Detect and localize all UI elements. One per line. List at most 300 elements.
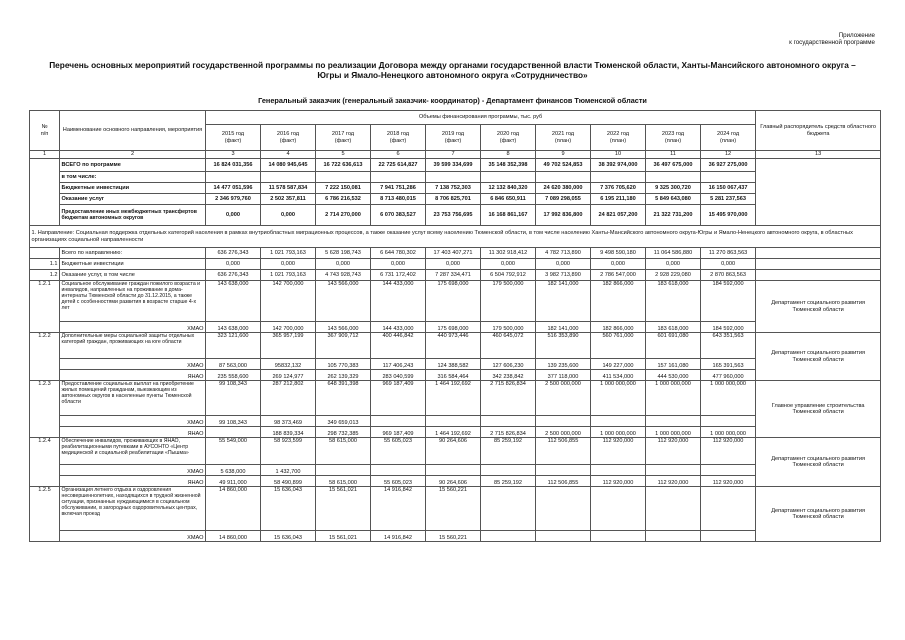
- value-cell: 15 636,043: [261, 531, 316, 542]
- table-row-direction-services: [30, 270, 881, 281]
- column-number-5: 5: [316, 151, 371, 159]
- value-cell: 21 322 731,200: [646, 205, 701, 226]
- value-cell: 365 957,199: [261, 333, 316, 359]
- value-cell: 179 500,000: [481, 281, 536, 322]
- value-cell: 188 839,334: [261, 427, 316, 438]
- general-customer: Генеральный заказчик (генеральный заказчик- координатор) - Департамент финансов Тюменской области: [258, 96, 647, 105]
- value-cell: 112 920,000: [646, 476, 701, 487]
- value-cell: 183 618,000: [646, 322, 701, 333]
- value-cell: 183 618,000: [646, 281, 701, 322]
- value-cell: 7 222 150,081: [316, 183, 371, 194]
- value-cell: 22 725 614,827: [371, 159, 426, 172]
- value-cell: 143 566,000: [316, 281, 371, 322]
- header-row-1: [30, 111, 881, 125]
- item-sub-label: ЯНАО: [60, 370, 206, 381]
- value-cell: 283 040,599: [371, 370, 426, 381]
- appendix-line-1: Приложение: [838, 32, 875, 39]
- value-cell: 6 846 650,911: [481, 194, 536, 205]
- value-cell: [591, 172, 646, 183]
- value-cell: [316, 465, 371, 476]
- value-cell: 636 276,343: [206, 248, 261, 259]
- value-cell: [206, 172, 261, 183]
- value-cell: [591, 487, 646, 531]
- value-cell: 55 605,023: [371, 438, 426, 465]
- value-cell: 58 615,000: [316, 438, 371, 465]
- value-cell: [206, 427, 261, 438]
- value-cell: [536, 531, 591, 542]
- value-cell: 2 714 270,000: [316, 205, 371, 226]
- value-cell: [371, 416, 426, 427]
- value-cell: 184 592,000: [701, 281, 756, 322]
- value-cell: [536, 416, 591, 427]
- direction-total-label: Всего по направлению:: [60, 248, 206, 259]
- value-cell: 7 138 752,303: [426, 183, 481, 194]
- value-cell: 342 238,842: [481, 370, 536, 381]
- value-cell: 7 941 751,286: [371, 183, 426, 194]
- item-sub-label: ХМАО: [60, 416, 206, 427]
- value-cell: 6 070 383,527: [371, 205, 426, 226]
- value-cell: 143 638,000: [206, 322, 261, 333]
- value-cell: [591, 531, 646, 542]
- header-year-2: 2016 год (факт): [261, 125, 316, 151]
- value-cell: 235 558,600: [206, 370, 261, 381]
- value-cell: [701, 172, 756, 183]
- value-cell: 2 715 826,834: [481, 381, 536, 416]
- value-cell: 58 490,899: [261, 476, 316, 487]
- value-cell: 1 000 000,000: [591, 381, 646, 416]
- value-cell: 4 782 713,890: [536, 248, 591, 259]
- value-cell: 648 391,398: [316, 381, 371, 416]
- value-cell: 175 698,000: [426, 281, 481, 322]
- value-cell: 8 713 480,015: [371, 194, 426, 205]
- value-cell: 0,000: [701, 259, 756, 270]
- value-cell: 2 346 979,760: [206, 194, 261, 205]
- value-cell: 14 916,842: [371, 487, 426, 531]
- value-cell: 90 264,606: [426, 438, 481, 465]
- manager-cell: [756, 259, 881, 270]
- manager-cell: [756, 248, 881, 259]
- value-cell: 14 477 051,596: [206, 183, 261, 194]
- value-cell: [701, 487, 756, 531]
- value-cell: 143 638,000: [206, 281, 261, 322]
- value-cell: 49 702 524,853: [536, 159, 591, 172]
- value-cell: 16 150 067,437: [701, 183, 756, 194]
- column-number-4: 4: [261, 151, 316, 159]
- value-cell: 36 927 275,000: [701, 159, 756, 172]
- value-cell: [701, 465, 756, 476]
- header-name: Наименование основного направления, мероприятия: [60, 111, 206, 151]
- value-cell: 1 464 192,692: [426, 381, 481, 416]
- value-cell: 112 506,855: [536, 476, 591, 487]
- header-num: № п/п: [30, 111, 60, 151]
- column-number-10: 10: [591, 151, 646, 159]
- value-cell: 15 495 970,000: [701, 205, 756, 226]
- value-cell: 0,000: [371, 259, 426, 270]
- value-cell: 6 644 780,302: [371, 248, 426, 259]
- value-cell: 39 599 334,699: [426, 159, 481, 172]
- column-number-9: 9: [536, 151, 591, 159]
- value-cell: [316, 172, 371, 183]
- value-cell: 460 645,072: [481, 333, 536, 359]
- value-cell: [646, 172, 701, 183]
- value-cell: 323 121,600: [206, 333, 261, 359]
- table-row-item-sub: [30, 476, 881, 487]
- column-number-1: 1: [30, 151, 60, 159]
- value-cell: [426, 416, 481, 427]
- header-volume: Объемы финансирования программы, тыс. руб: [206, 111, 756, 125]
- item-sub-label: ЯНАО: [60, 427, 206, 438]
- item-number: 1.2.2: [30, 333, 60, 381]
- value-cell: 149 227,000: [591, 359, 646, 370]
- header-year-1: 2015 год (факт): [206, 125, 261, 151]
- value-cell: 601 691,080: [646, 333, 701, 359]
- value-cell: 16 168 861,167: [481, 205, 536, 226]
- value-cell: 262 139,329: [316, 370, 371, 381]
- value-cell: 969 187,409: [371, 427, 426, 438]
- header-manager: Главный распорядитель средств областного бюджета: [756, 111, 881, 151]
- value-cell: 15 560,221: [426, 531, 481, 542]
- value-cell: 6 504 792,912: [481, 270, 536, 281]
- item-manager: Департамент социального развития Тюменской области: [756, 487, 881, 542]
- value-cell: 516 353,890: [536, 333, 591, 359]
- value-cell: 182 866,000: [591, 322, 646, 333]
- value-cell: 643 351,563: [701, 333, 756, 359]
- value-cell: 182 866,000: [591, 281, 646, 322]
- value-cell: 0,000: [261, 205, 316, 226]
- value-cell: 7 287 334,471: [426, 270, 481, 281]
- row-number-cell: 1.1: [30, 259, 60, 270]
- table-row-item-sub: [30, 465, 881, 476]
- value-cell: 15 561,021: [316, 487, 371, 531]
- title-line-2: Югры и Ямало-Ненецкого автономного округа «Сотрудничество»: [317, 70, 588, 81]
- item-number: 1.2.1: [30, 281, 60, 333]
- value-cell: 157 161,080: [646, 359, 701, 370]
- value-cell: 112 506,855: [536, 438, 591, 465]
- item-number: 1.2.3: [30, 381, 60, 438]
- value-cell: [481, 487, 536, 531]
- item-sub-label: ЯНАО: [60, 476, 206, 487]
- value-cell: 117 406,243: [371, 359, 426, 370]
- item-sub-label: ХМАО: [60, 359, 206, 370]
- value-cell: 99 108,343: [206, 381, 261, 416]
- value-cell: 35 148 352,398: [481, 159, 536, 172]
- value-cell: 49 911,000: [206, 476, 261, 487]
- value-cell: 17 992 836,800: [536, 205, 591, 226]
- value-cell: 124 388,582: [426, 359, 481, 370]
- value-cell: [591, 465, 646, 476]
- value-cell: 2 500 000,000: [536, 381, 591, 416]
- transfers-label: Предоставление иных межбюджетных трансфертов бюджетам автономных округов: [60, 205, 206, 226]
- value-cell: 2 715 826,834: [481, 427, 536, 438]
- value-cell: 444 530,000: [646, 370, 701, 381]
- table-row-item-sub: [30, 416, 881, 427]
- value-cell: 0,000: [646, 259, 701, 270]
- value-cell: 2 928 229,080: [646, 270, 701, 281]
- value-cell: 477 960,000: [701, 370, 756, 381]
- value-cell: 2 870 863,563: [701, 270, 756, 281]
- table-row-total: [30, 159, 881, 172]
- table-row-services: [30, 194, 881, 205]
- manager-cell: [756, 270, 881, 281]
- item-number: 1.2.5: [30, 487, 60, 542]
- value-cell: [646, 487, 701, 531]
- table-row-item: [30, 487, 881, 531]
- value-cell: 105 770,383: [316, 359, 371, 370]
- total-label: ВСЕГО по программе: [60, 159, 206, 172]
- incl-label: в том числе:: [60, 172, 206, 183]
- value-cell: 14 860,000: [206, 531, 261, 542]
- value-cell: 14 860,000: [206, 487, 261, 531]
- value-cell: 269 124,977: [261, 370, 316, 381]
- value-cell: 6 731 172,402: [371, 270, 426, 281]
- table-row-direction-total: [30, 248, 881, 259]
- value-cell: 2 502 357,811: [261, 194, 316, 205]
- value-cell: 1 000 000,000: [646, 381, 701, 416]
- value-cell: 0,000: [591, 259, 646, 270]
- value-cell: 1 000 000,000: [591, 427, 646, 438]
- item-name: Обеспечение инвалидов, проживающих в ЯНАО, реабилитационными путевками в АУСОНТО «Центр медицинской и социальной реабилитации «Пышма»: [60, 438, 206, 465]
- value-cell: 0,000: [206, 205, 261, 226]
- value-cell: 0,000: [316, 259, 371, 270]
- value-cell: 98 373,469: [261, 416, 316, 427]
- item-sub-label: ХМАО: [60, 531, 206, 542]
- value-cell: 5 281 237,563: [701, 194, 756, 205]
- header-year-6: 2020 год (факт): [481, 125, 536, 151]
- header-year-9: 2023 год (план): [646, 125, 701, 151]
- value-cell: 15 636,043: [261, 487, 316, 531]
- value-cell: 99 108,343: [206, 416, 261, 427]
- value-cell: 142 700,000: [261, 322, 316, 333]
- value-cell: [591, 416, 646, 427]
- table-row-item: [30, 333, 881, 359]
- value-cell: 0,000: [426, 259, 481, 270]
- table-row-incl: [30, 172, 881, 183]
- value-cell: 4 743 928,743: [316, 270, 371, 281]
- value-cell: 316 584,464: [426, 370, 481, 381]
- value-cell: 2 786 547,000: [591, 270, 646, 281]
- value-cell: 9 498 590,180: [591, 248, 646, 259]
- appendix-note: [789, 32, 875, 47]
- value-cell: 9 325 300,720: [646, 183, 701, 194]
- item-sub-label: ХМАО: [60, 465, 206, 476]
- value-cell: 636 276,343: [206, 270, 261, 281]
- value-cell: [426, 465, 481, 476]
- value-cell: [701, 416, 756, 427]
- value-cell: 112 920,000: [701, 476, 756, 487]
- value-cell: 23 753 756,695: [426, 205, 481, 226]
- value-cell: 349 659,013: [316, 416, 371, 427]
- column-number-2: 2: [60, 151, 206, 159]
- value-cell: 112 920,000: [591, 438, 646, 465]
- value-cell: [536, 487, 591, 531]
- table-row-item-sub: [30, 359, 881, 370]
- value-cell: 5 628 198,743: [316, 248, 371, 259]
- header-year-3: 2017 год (факт): [316, 125, 371, 151]
- value-cell: [426, 172, 481, 183]
- header-year-4: 2018 год (факт): [371, 125, 426, 151]
- value-cell: 11 064 586,880: [646, 248, 701, 259]
- header-year-10: 2024 год (план): [701, 125, 756, 151]
- value-cell: 90 264,606: [426, 476, 481, 487]
- value-cell: [481, 531, 536, 542]
- value-cell: 184 592,000: [701, 322, 756, 333]
- row-number-cell: [30, 248, 60, 259]
- value-cell: 560 761,000: [591, 333, 646, 359]
- item-name: Дополнительные меры социальной защиты отдельных категорий граждан, проживающих на юге области: [60, 333, 206, 359]
- column-number-6: 6: [371, 151, 426, 159]
- value-cell: [481, 416, 536, 427]
- value-cell: 179 500,000: [481, 322, 536, 333]
- value-cell: 0,000: [206, 259, 261, 270]
- value-cell: 1 000 000,000: [701, 427, 756, 438]
- item-manager: Департамент социального развития Тюменской области: [756, 281, 881, 333]
- value-cell: 400 446,842: [371, 333, 426, 359]
- value-cell: 24 821 057,200: [591, 205, 646, 226]
- value-cell: 36 497 675,000: [646, 159, 701, 172]
- value-cell: 15 560,221: [426, 487, 481, 531]
- direction-inv-label: Бюджетные инвестиции: [60, 259, 206, 270]
- value-cell: 144 433,000: [371, 322, 426, 333]
- manager-cell: [756, 159, 881, 226]
- value-cell: 8 706 825,701: [426, 194, 481, 205]
- value-cell: 182 141,000: [536, 281, 591, 322]
- value-cell: [701, 531, 756, 542]
- value-cell: 7 376 705,620: [591, 183, 646, 194]
- appendix-line-2: к государственной программе: [789, 39, 875, 47]
- value-cell: 440 973,446: [426, 333, 481, 359]
- value-cell: [371, 465, 426, 476]
- item-name: Предоставление социальных выплат на приобретение жилых помещений гражданам, выезжающим из автономных округов в населенные пункты Тюменской области: [60, 381, 206, 416]
- value-cell: 11 302 918,412: [481, 248, 536, 259]
- item-number: 1.2.4: [30, 438, 60, 487]
- value-cell: 139 235,600: [536, 359, 591, 370]
- table-row-budget-investments: [30, 183, 881, 194]
- value-cell: [481, 465, 536, 476]
- title-line-1: Перечень основных мероприятий государственной программы по реализации Договора между органами государственной власти Тюменской области, Ханты-Мансийского автономного округа –: [49, 60, 856, 70]
- table-row-item: [30, 281, 881, 322]
- item-name: Социальное обслуживание граждан пожилого возраста и инвалидов, направленных на проживание в дома-интернаты Тюменской области до 31.12.2015, а также детей с особенностями развития в возрасте старше 4-х лет: [60, 281, 206, 322]
- document-title: [20, 60, 885, 80]
- table-row-direction: [30, 226, 881, 248]
- value-cell: 969 187,409: [371, 381, 426, 416]
- value-cell: 0,000: [481, 259, 536, 270]
- value-cell: 14 080 945,645: [261, 159, 316, 172]
- value-cell: 5 849 643,080: [646, 194, 701, 205]
- program-table: [29, 110, 881, 542]
- program-table-container: [29, 110, 880, 542]
- column-number-7: 7: [426, 151, 481, 159]
- value-cell: 1 432,700: [261, 465, 316, 476]
- value-cell: [371, 172, 426, 183]
- value-cell: 17 403 407,271: [426, 248, 481, 259]
- item-name: Организация летнего отдыха и оздоровления несовершеннолетних, находящихся в трудной жизненной ситуации, признанных нуждающимися в социальном обслуживании, в загородных оздоровительных центрах, включая проезд: [60, 487, 206, 531]
- column-number-3: 3: [206, 151, 261, 159]
- value-cell: 143 566,000: [316, 322, 371, 333]
- value-cell: 55 549,000: [206, 438, 261, 465]
- table-row-item: [30, 438, 881, 465]
- value-cell: 367 909,712: [316, 333, 371, 359]
- value-cell: 85 259,192: [481, 476, 536, 487]
- table-row-item-sub: [30, 427, 881, 438]
- value-cell: 87 563,000: [206, 359, 261, 370]
- value-cell: 85 259,192: [481, 438, 536, 465]
- value-cell: 11 578 587,834: [261, 183, 316, 194]
- value-cell: 1 021 793,163: [261, 248, 316, 259]
- value-cell: 377 118,000: [536, 370, 591, 381]
- header-year-5: 2019 год (факт): [426, 125, 481, 151]
- value-cell: 411 534,000: [591, 370, 646, 381]
- item-manager: Главное управление строительства Тюменской области: [756, 381, 881, 438]
- header-year-8: 2022 год (план): [591, 125, 646, 151]
- value-cell: 58 615,000: [316, 476, 371, 487]
- value-cell: 142 700,000: [261, 281, 316, 322]
- value-cell: 298 732,385: [316, 427, 371, 438]
- value-cell: 12 132 840,320: [481, 183, 536, 194]
- value-cell: 7 089 298,055: [536, 194, 591, 205]
- value-cell: 182 141,000: [536, 322, 591, 333]
- value-cell: 1 000 000,000: [701, 381, 756, 416]
- value-cell: [646, 465, 701, 476]
- table-row-item-sub: [30, 531, 881, 542]
- value-cell: [481, 172, 536, 183]
- header-year-7: 2021 год (план): [536, 125, 591, 151]
- value-cell: [646, 531, 701, 542]
- value-cell: 15 561,021: [316, 531, 371, 542]
- value-cell: 175 698,000: [426, 322, 481, 333]
- value-cell: 1 021 793,163: [261, 270, 316, 281]
- table-row-direction-investments: [30, 259, 881, 270]
- value-cell: 5 638,000: [206, 465, 261, 476]
- table-row-item: [30, 381, 881, 416]
- value-cell: 58 923,599: [261, 438, 316, 465]
- value-cell: 14 916,842: [371, 531, 426, 542]
- direction-svc-label: Оказание услуг, в том числе: [60, 270, 206, 281]
- table-row-item-sub: [30, 322, 881, 333]
- value-cell: [536, 172, 591, 183]
- column-number-11: 11: [646, 151, 701, 159]
- value-cell: 11 270 863,563: [701, 248, 756, 259]
- value-cell: 24 620 380,000: [536, 183, 591, 194]
- table-row-transfers: [30, 205, 881, 226]
- services-label: Оказание услуг: [60, 194, 206, 205]
- value-cell: 165 391,563: [701, 359, 756, 370]
- value-cell: 38 392 974,000: [591, 159, 646, 172]
- value-cell: 127 606,230: [481, 359, 536, 370]
- value-cell: 95832,132: [261, 359, 316, 370]
- value-cell: 16 824 031,356: [206, 159, 261, 172]
- value-cell: 112 920,000: [646, 438, 701, 465]
- value-cell: 2 500 000,000: [536, 427, 591, 438]
- row-number-cell: [30, 159, 60, 226]
- value-cell: 6 786 216,532: [316, 194, 371, 205]
- header-column-numbers: [30, 151, 881, 159]
- value-cell: 112 920,000: [701, 438, 756, 465]
- value-cell: 1 464 192,692: [426, 427, 481, 438]
- value-cell: 6 195 211,180: [591, 194, 646, 205]
- value-cell: 144 433,000: [371, 281, 426, 322]
- value-cell: 0,000: [261, 259, 316, 270]
- table-row-item-sub: [30, 370, 881, 381]
- value-cell: 112 920,000: [591, 476, 646, 487]
- value-cell: 55 605,023: [371, 476, 426, 487]
- item-sub-label: ХМАО: [60, 322, 206, 333]
- value-cell: [261, 172, 316, 183]
- row-number-cell: 1.2: [30, 270, 60, 281]
- item-manager: Департамент социального развития Тюменской области: [756, 438, 881, 487]
- item-manager: Департамент социального развития Тюменской области: [756, 333, 881, 381]
- column-number-12: 12: [701, 151, 756, 159]
- value-cell: 1 000 000,000: [646, 427, 701, 438]
